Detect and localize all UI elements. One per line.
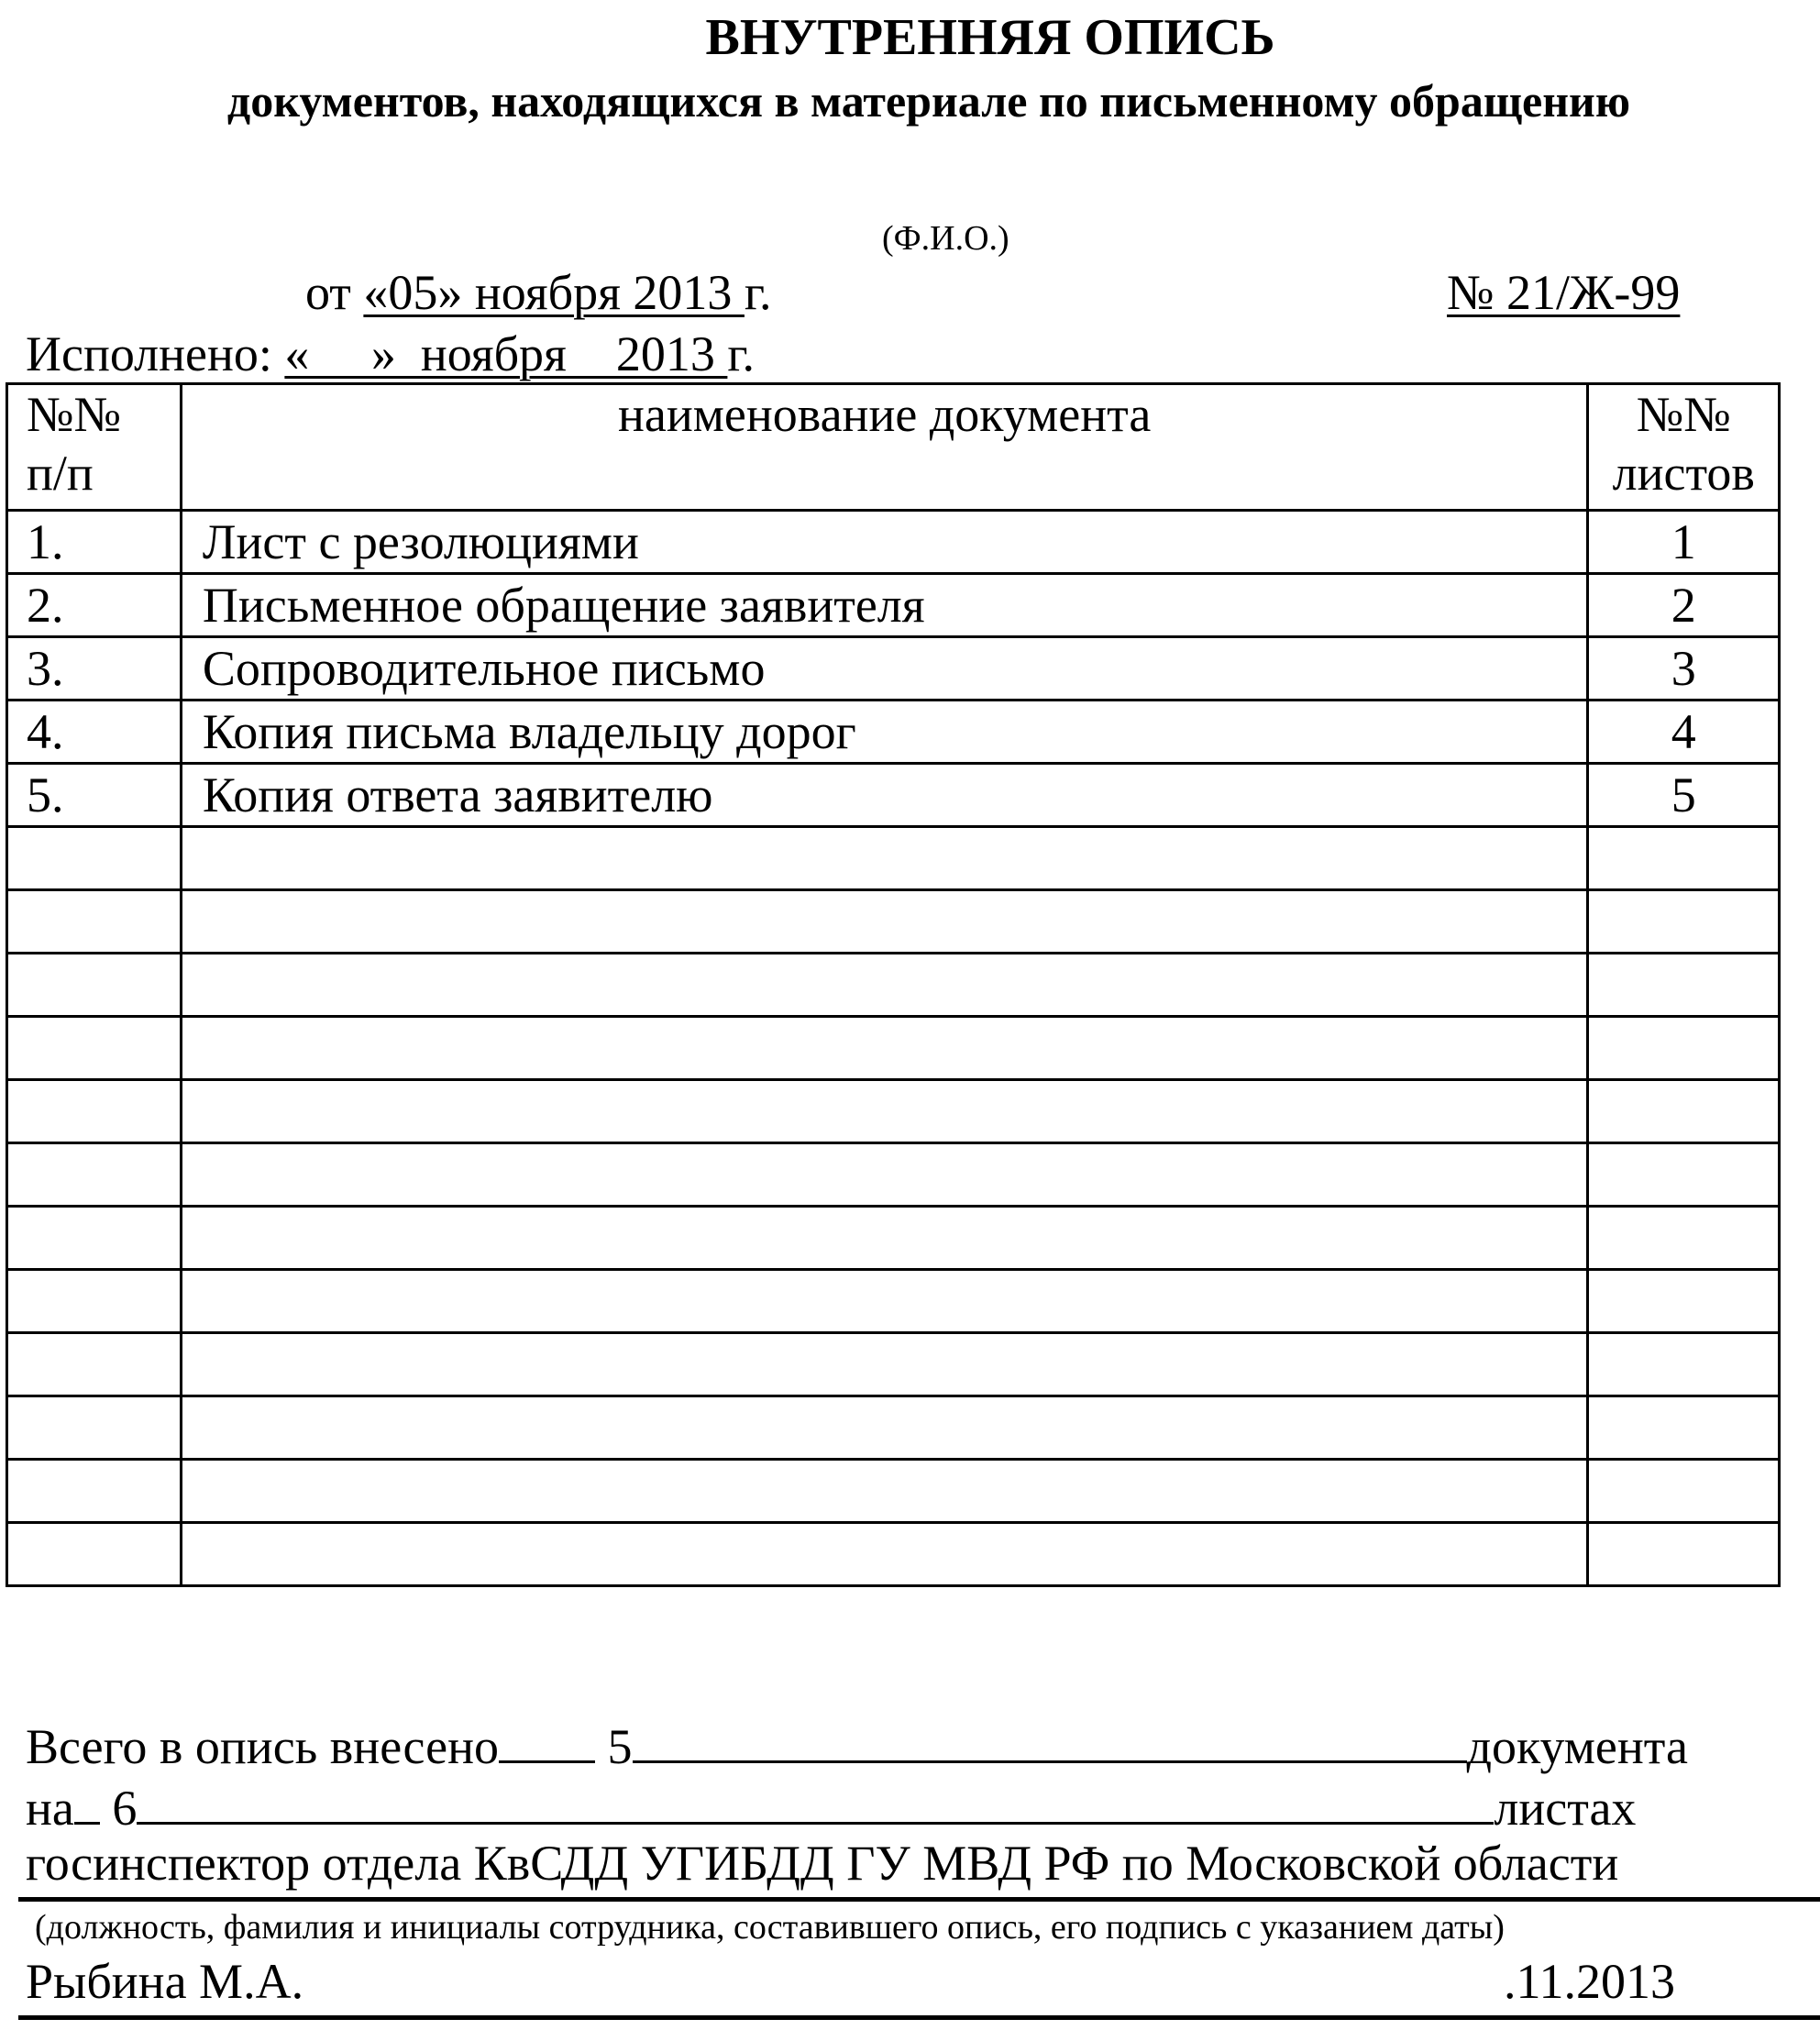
date-suffix: г. xyxy=(744,265,772,320)
row-num xyxy=(7,827,182,890)
table-row xyxy=(7,574,1780,637)
total-docs-suffix: документа xyxy=(1466,1719,1689,1774)
executed-suffix: г. xyxy=(727,326,755,381)
inspector-position: госинспектор отдела КвСДД УГИБДД ГУ МВД РФ по Московской области xyxy=(26,1836,1619,1891)
table-row xyxy=(7,1080,1780,1143)
document-number: № 21/Ж-99 xyxy=(1447,265,1681,320)
total-sheets-line xyxy=(137,1774,1494,1825)
row-name xyxy=(181,827,1588,890)
row-sheets: 3 xyxy=(1588,637,1780,701)
row-num xyxy=(7,954,182,1017)
table-row xyxy=(7,1143,1780,1207)
row-sheets xyxy=(1588,1460,1780,1523)
row-num xyxy=(7,1333,182,1396)
table-row xyxy=(7,701,1780,764)
row-num: 5. xyxy=(7,764,182,827)
bottom-rule xyxy=(18,2015,1820,2020)
row-num xyxy=(7,1207,182,1270)
row-sheets: 1 xyxy=(1588,511,1780,574)
total-sheets-suffix: листах xyxy=(1494,1781,1637,1836)
row-num: 1. xyxy=(7,511,182,574)
row-name xyxy=(181,1207,1588,1270)
row-sheets xyxy=(1588,890,1780,954)
row-num xyxy=(7,890,182,954)
total-sheets-label: на xyxy=(26,1781,74,1836)
row-sheets xyxy=(1588,827,1780,890)
row-num xyxy=(7,1143,182,1207)
header-sheets: №№ листов xyxy=(1588,384,1780,511)
row-sheets xyxy=(1588,1270,1780,1333)
inspector-name: Рыбина М.А. xyxy=(26,1954,304,2009)
row-num xyxy=(7,1460,182,1523)
table-row xyxy=(7,1207,1780,1270)
executed-label: Исполнено: xyxy=(26,326,272,381)
row-num: 3. xyxy=(7,637,182,701)
total-docs-value: 5 xyxy=(607,1719,633,1774)
total-documents-line xyxy=(26,1713,1688,1775)
row-name xyxy=(181,1080,1588,1143)
row-name xyxy=(181,890,1588,954)
row-name xyxy=(181,1270,1588,1333)
row-num xyxy=(7,1396,182,1460)
table-row xyxy=(7,637,1780,701)
table-row xyxy=(7,1270,1780,1333)
row-name xyxy=(181,1460,1588,1523)
row-sheets xyxy=(1588,1523,1780,1586)
row-name xyxy=(181,1017,1588,1080)
row-name xyxy=(181,1396,1588,1460)
row-name: Лист с резолюциями xyxy=(181,511,1588,574)
table-row xyxy=(7,1460,1780,1523)
table-row xyxy=(7,1017,1780,1080)
row-num xyxy=(7,1523,182,1586)
total-docs-label: Всего в опись внесено xyxy=(26,1719,500,1774)
table-row xyxy=(7,1523,1780,1586)
row-num xyxy=(7,1270,182,1333)
row-sheets xyxy=(1588,1080,1780,1143)
total-sheets-line xyxy=(26,1774,1636,1837)
date-line xyxy=(305,264,771,321)
signature-rule xyxy=(18,1897,1820,1902)
executed-line xyxy=(26,325,755,382)
signature-date: .11.2013 xyxy=(1504,1954,1675,2009)
row-name xyxy=(181,954,1588,1017)
executed-value: « » ноября 2013 xyxy=(284,326,728,381)
total-sheets-blank xyxy=(74,1774,100,1825)
row-name: Копия ответа заявителю xyxy=(181,764,1588,827)
row-name: Сопроводительное письмо xyxy=(181,637,1588,701)
row-sheets: 5 xyxy=(1588,764,1780,827)
row-name: Копия письма владельцу дорог xyxy=(181,701,1588,764)
table-row xyxy=(7,1396,1780,1460)
total-docs-blank xyxy=(499,1713,595,1763)
row-sheets xyxy=(1588,1207,1780,1270)
table-row xyxy=(7,827,1780,890)
row-sheets xyxy=(1588,954,1780,1017)
row-num: 2. xyxy=(7,574,182,637)
row-sheets: 4 xyxy=(1588,701,1780,764)
table-row xyxy=(7,954,1780,1017)
date-prefix: от xyxy=(305,265,351,320)
table-header-row xyxy=(7,384,1780,511)
header-name: наименование документа xyxy=(181,384,1588,511)
document-title: ВНУТРЕННЯЯ ОПИСЬ xyxy=(705,9,1275,66)
date-value: «05» ноября 2013 xyxy=(363,265,745,320)
table-row xyxy=(7,890,1780,954)
row-sheets: 2 xyxy=(1588,574,1780,637)
table-row xyxy=(7,511,1780,574)
row-num xyxy=(7,1017,182,1080)
header-num: №№ п/п xyxy=(7,384,182,511)
row-name: Письменное обращение заявителя xyxy=(181,574,1588,637)
documents-table xyxy=(6,382,1781,1587)
row-num xyxy=(7,1080,182,1143)
row-name xyxy=(181,1333,1588,1396)
document-subtitle: документов, находящихся в материале по письменному обращению xyxy=(226,75,1631,127)
row-num: 4. xyxy=(7,701,182,764)
row-sheets xyxy=(1588,1143,1780,1207)
row-sheets xyxy=(1588,1333,1780,1396)
row-sheets xyxy=(1588,1017,1780,1080)
total-sheets-value: 6 xyxy=(112,1781,138,1836)
row-name xyxy=(181,1523,1588,1586)
fio-caption: (Ф.И.О.) xyxy=(882,219,1009,258)
row-sheets xyxy=(1588,1396,1780,1460)
table-row xyxy=(7,764,1780,827)
signature-caption: (должность, фамилия и инициалы сотрудника, составившего опись, его подпись с указанием даты) xyxy=(35,1908,1505,1947)
table-row xyxy=(7,1333,1780,1396)
row-name xyxy=(181,1143,1588,1207)
total-docs-line xyxy=(633,1713,1467,1763)
